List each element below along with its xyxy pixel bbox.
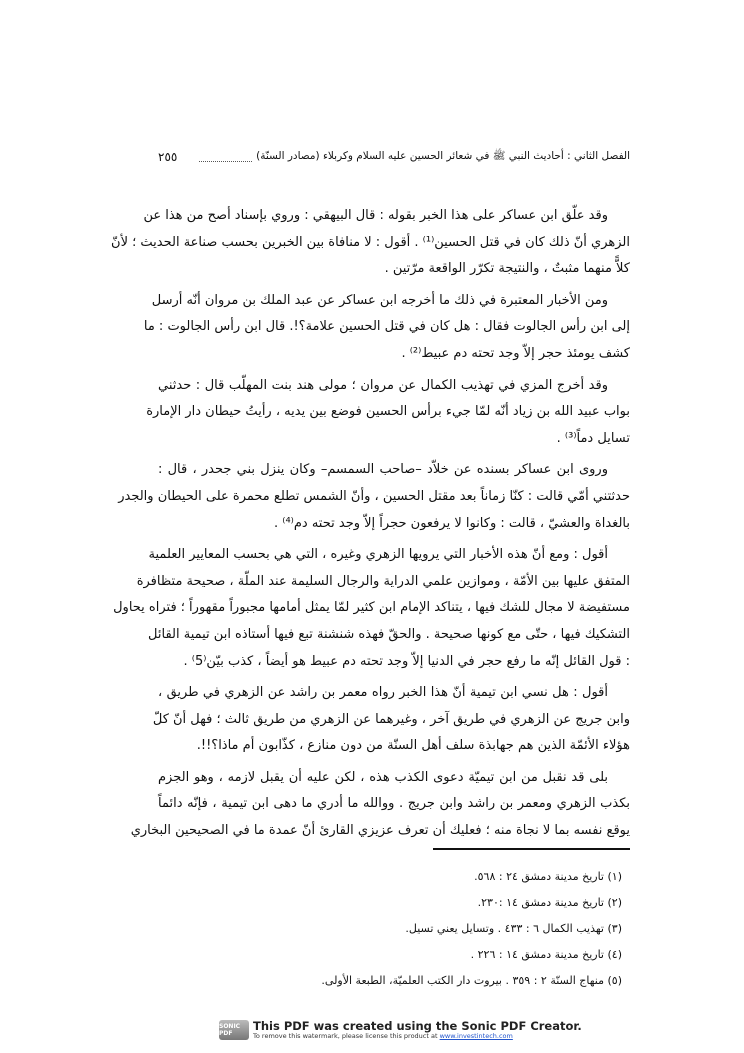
text-line: وابن جريج عن الزهري في طريق آخر ، وغيرهما عن الزهري من طريق ثالث ؛ فهل أنّ كلّ (152, 711, 630, 727)
text-line: ومن الأخبار المعتبرة في ذلك ما أخرجه ابن عساكر عن عبد الملك بن مروان أنّه أرسل (151, 292, 608, 308)
page-number: ٢٥٥ (158, 150, 178, 164)
paragraph (113, 542, 630, 675)
text-line: وروى ابن عساكر بسنده عن خلاّد –صاحب السمسم– وكان ينزل بني جحدر ، قال : (158, 462, 608, 478)
paragraph (118, 457, 630, 537)
text-line: أقول : هل نسي ابن تيمية أنّ هذا الخبر رواه معمر بن راشد عن الزهري في طريق ، (158, 685, 608, 701)
footnote: (١) تاريخ مدينة دمشق ٢٤ : ٥٦٨. (474, 870, 622, 883)
footnote: (٣) تهذيب الكمال ٦ : ٤٣٣ . وتسايل يعني تسيل. (405, 922, 622, 935)
sonic-pdf-logo: SONIC PDF (219, 1020, 249, 1040)
text-line: هؤلاء الأئمّة الذين هم جهابذة سلف أهل السنّة من دون منازع ، كذّابون أم ماذا؟!!. (196, 738, 630, 754)
text-line: بكذب الزهري ومعمر بن راشد وابن جريج . ووالله ما أدري ما دهى ابن تيمية ، فإنّه دائماً (158, 796, 630, 812)
paragraph (152, 680, 630, 760)
text-line: وقد علّق ابن عساكر على هذا الخبر بقوله : قال البيهقي : وروي بإسناد أصح من هذا عن (143, 208, 608, 223)
watermark-line-1: This PDF was created using the Sonic PDF Creator. (253, 1019, 582, 1033)
paragraph (130, 765, 630, 845)
text-line: حدثتني أمّي قالت : كنّا زماناً بعد مقتل الحسين ، وأنّ الشمس تطلع محمرة على الحيطان والجدر (118, 488, 630, 504)
text-line: أقول : ومع أنّ هذه الأخبار التي يرويها الزهري وغيره ، التي هي بحسب المعايير العلمية (148, 547, 608, 563)
text-line: كشف يومئذ حجر إلاّ وجد تحته دم عبيط⁽²⁾ . (401, 345, 630, 361)
text-line: إلى ابن رأس الجالوت فقال : هل كان في قتل الحسين علامة؟!. قال ابن رأس الجالوت : ما (143, 319, 630, 335)
footnote-divider (433, 848, 630, 850)
paragraph (143, 288, 630, 368)
text-line: كلاًّ منهما مثبتٌ ، والنتيجة تكرّر الواقعة مرّتين . (384, 261, 630, 277)
footnotes (158, 864, 622, 994)
watermark-line-2 (253, 1032, 582, 1040)
text-line: مستفيضة لا مجال للشك فيها ، يتناكد الإمام ابن كثير لمّا يمثل أمامها مجبوراً مقهوراً ؛ فتراه يحاول (113, 600, 630, 616)
paragraph (111, 203, 630, 283)
watermark-link[interactable]: www.investintech.com (439, 1032, 513, 1040)
text-line: بالغداة والعشيّ ، قالت : وكانوا لا يرفعون حجراً إلاّ وجد تحته دم⁽⁴⁾ . (273, 515, 630, 531)
watermark (219, 1020, 582, 1040)
paragraph (146, 373, 630, 453)
main-text (111, 203, 630, 850)
text-line: الزهري أنّ ذلك كان في قتل الحسين⁽¹⁾ . أقول : لا منافاة بين الخبرين بحسب صناعة الحديث ؛ لأنّ (111, 234, 630, 250)
footnote: (٥) منهاج السنّة ٢ : ٣٥٩ . بيروت دار الكتب العلميّة، الطبعة الأولى. (321, 974, 622, 987)
text-line: بواب عبيد الله بن زياد أنّه لمّا جيء برأس الحسين فوضع بين يديه ، رأيتُ حيطان دار الإمارة (146, 404, 630, 420)
text-line: تسايل دماً⁽³⁾ . (556, 430, 630, 446)
text-line: المتفق عليها بين الأمّة ، وموازين علمي الدراية والرجال السليمة عند الملّة ، صحيحة متظافرة (136, 573, 630, 589)
text-line: بلى قد نقبل من ابن تيميّة دعوى الكذب هذه ، لكن عليه أن يقبل لازمه ، وهو الجزم (158, 769, 608, 785)
running-header (158, 148, 630, 166)
watermark-line-2-text: To remove this watermark, please license this product at (253, 1032, 438, 1040)
text-line: : قول القائل إنّه ما رفع حجر في الدنيا إلاّ وجد تحته دم عبيط هو أيضاً ، كذب بيّن⁽5⁾ . (183, 653, 630, 669)
text-line: وقد أخرج المزي في تهذيب الكمال عن مروان ؛ مولى هند بنت المهلّب قال : حدثني (158, 377, 608, 393)
text-line: يوقع نفسه بما لا نجاة منه ؛ فعليك أن تعرف عزيزي القارئ أنّ عمدة ما في الصحيحين البخاري (130, 823, 630, 839)
dotted-leader (199, 153, 252, 162)
footnote: (٢) تاريخ مدينة دمشق ١٤ :٢٣٠. (477, 896, 622, 909)
text-line: التشكيك فيها ، حتّى مع كونها صحيحة . والحقّ فهذه شنشنة تبع فيها أستاذه ابن تيمية القائل (148, 626, 630, 642)
chapter-title: الفصل الثاني : أحاديث النبي ﷺ في شعائر الحسين عليه السلام وكربلاء (مصادر السنّة) (256, 149, 630, 162)
footnote: (٤) تاريخ مدينة دمشق ١٤ : ٢٢٦ . (470, 948, 622, 961)
